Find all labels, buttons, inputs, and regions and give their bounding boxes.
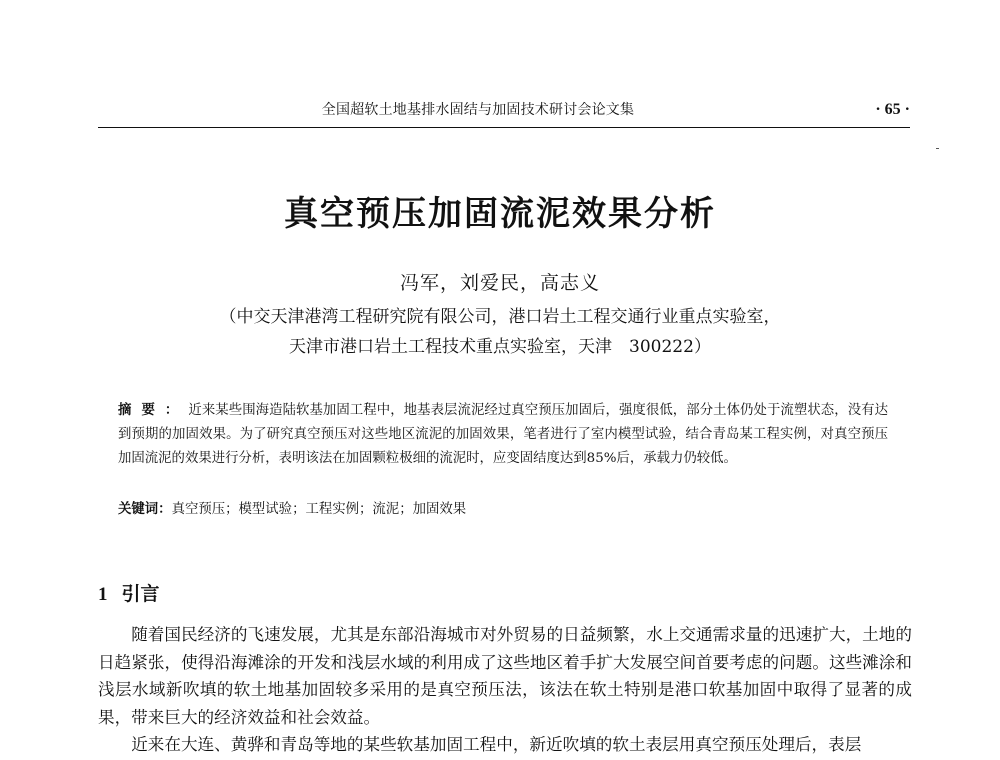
keywords-text: 真空预压；模型试验；工程实例；流泥；加固效果 [171,502,467,517]
header-rule [98,127,910,128]
page-number: · 65 · [875,101,910,118]
affiliation [120,302,880,362]
abstract [118,398,888,471]
affiliation-line-1: （中交天津港湾工程研究院有限公司，港口岩土工程交通行业重点实验室， [219,307,781,327]
paper-title: 真空预压加固流泥效果分析 [284,194,716,234]
keywords [118,497,888,522]
authors: 冯军，刘爱民，高志义 [399,272,600,294]
body-paragraph-2: 近来在大连、黄骅和青岛等地的某些软基加固工程中，新近吹填的软土表层用真空预压处理后，表层 [131,735,862,754]
body-paragraph-1: 随着国民经济的飞速发展，尤其是东部沿海城市对外贸易的日益频繁，水上交通需求量的迅速扩大，土地的日趋紧张，使得沿海滩涂的开发和浅层水域的利用成了这些地区着手扩大发展空间首要考虑的问题。这些滩涂和浅层水域新吹填的软土地基加固较多采用的是真空预压法，该法在软土特别是港口软基加固中取得了显著的成果，带来巨大的经济效益和社会效益。 [98,625,912,727]
section-title: 引言 [121,583,160,605]
affiliation-line-2: 天津市港口岩土工程技术重点实验室，天津 300222） [289,337,711,357]
abstract-label: 摘要： [118,402,189,418]
section-body [98,621,912,759]
section-number: 1 [98,584,108,605]
abstract-text: 近来某些围海造陆软基加固工程中，地基表层流泥经过真空预压加固后，强度很低，部分土体仍处于流塑状态，没有达到预期的加固效果。为了研究真空预压对这些地区流泥的加固效果，笔者进行了室内模型试验，结合青岛某工程实例，对真空预压加固流泥的效果进行分析，表明该法在加固颗粒极细的流泥时，应变固结度达到85%后，承载力仍较低。 [118,403,889,466]
keywords-label: 关键词： [118,501,172,517]
running-header [98,100,910,124]
running-title: 全国超软土地基排水固结与加固技术研讨会论文集 [321,102,635,118]
scan-speck [936,148,939,149]
section-heading [98,580,160,609]
